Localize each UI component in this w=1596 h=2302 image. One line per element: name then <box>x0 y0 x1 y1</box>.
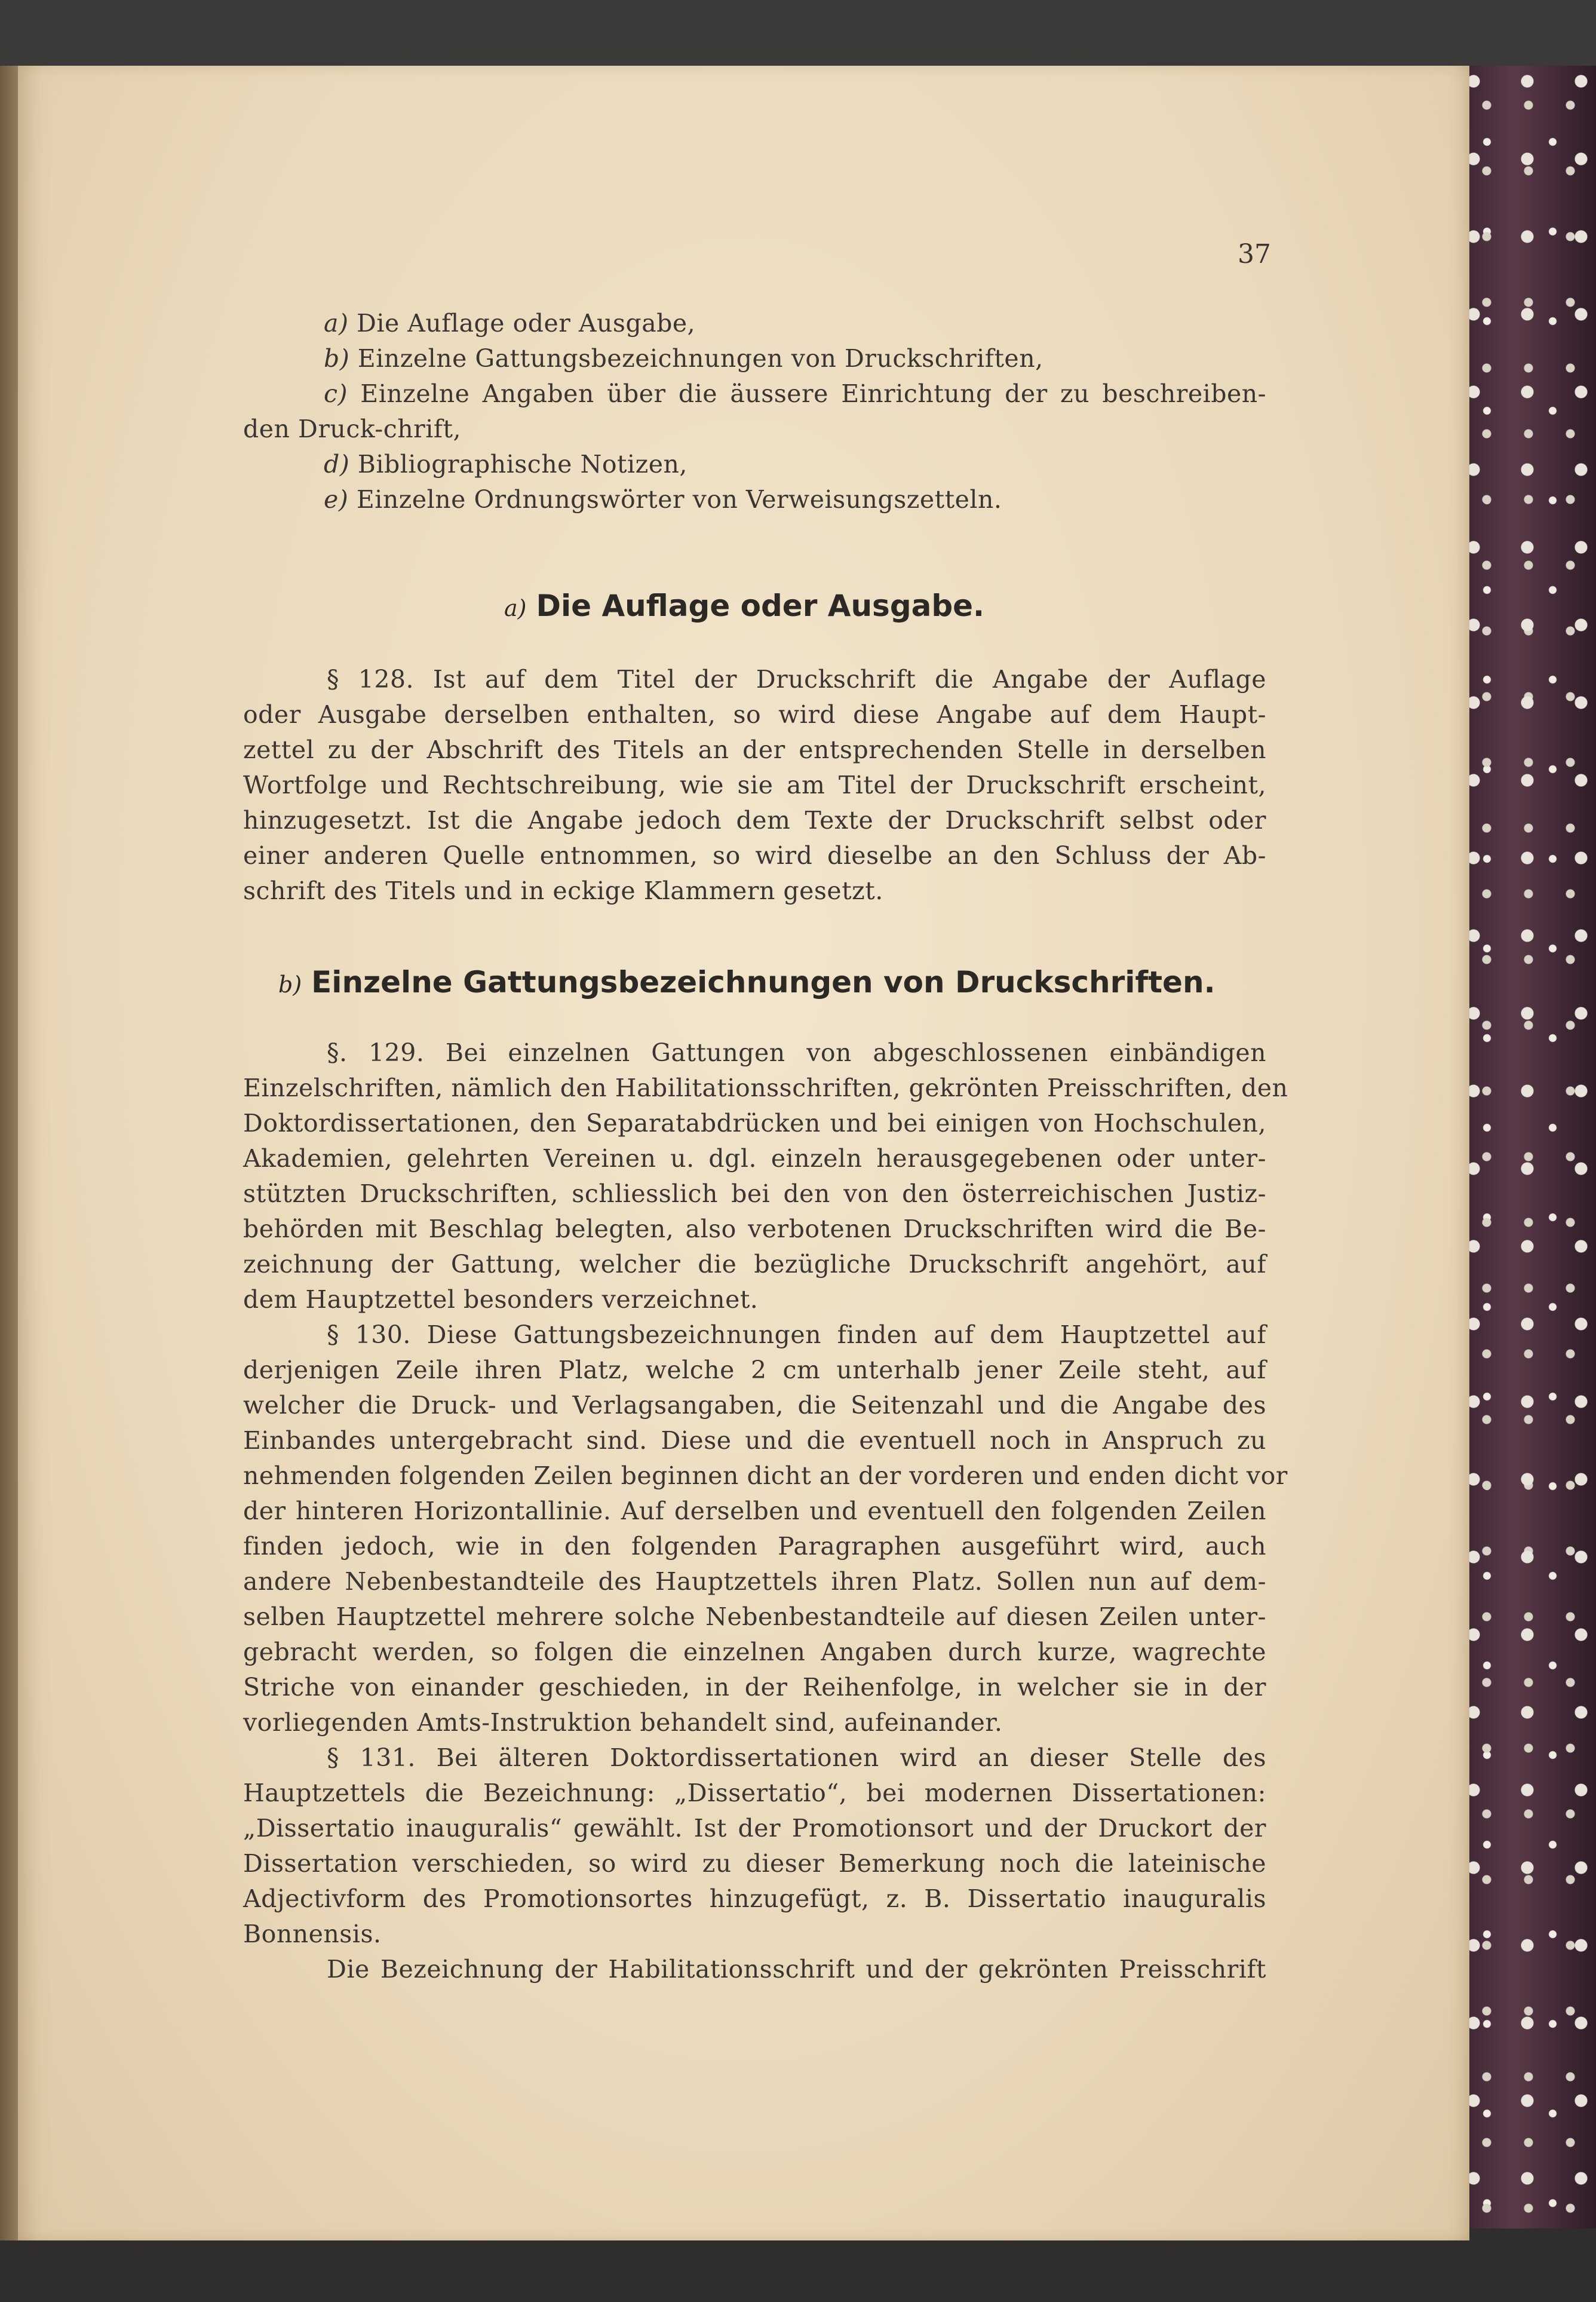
list-item-continuation: den Druck-chrift, <box>243 415 462 443</box>
text-line: behörden mit Beschlag belegten, also verbotenen Druckschriften wird die Be- <box>243 1215 1266 1243</box>
text-line: Die Bezeichnung der Habilitationsschrift und der gekrönten Preisschrift <box>327 1955 1266 1984</box>
contents-list <box>243 306 1266 517</box>
text-line: hinzugesetzt. Ist die Angabe jedoch dem Texte der Druckschrift selbst oder <box>243 806 1266 835</box>
text-line: oder Ausgabe derselben enthalten, so wird diese Angabe auf dem Haupt- <box>243 700 1266 729</box>
list-item: d) Bibliographische Notizen, <box>324 450 687 479</box>
text-line: §. 129. Bei einzelnen Gattungen von abgeschlossenen einbändigen <box>327 1038 1266 1067</box>
text-line: Einbandes untergebracht sind. Diese und die eventuell noch in Anspruch zu <box>243 1426 1266 1455</box>
text-line: Hauptzettels die Bezeichnung: „Dissertatio“, bei modernen Dissertationen: <box>243 1779 1266 1807</box>
text-line: zettel zu der Abschrift des Titels an der entsprechenden Stelle in derselben <box>243 735 1266 764</box>
section-heading-a: a) Die Auflage oder Ausgabe. <box>504 588 985 623</box>
text-line: Adjectivform des Promotionsortes hinzugefügt, z. B. Dissertatio inauguralis <box>243 1884 1266 1913</box>
text-line: welcher die Druck- und Verlagsangaben, die Seitenzahl und die Angabe des <box>243 1391 1266 1420</box>
book-cover-edge <box>1457 66 1596 2276</box>
section-heading-b: b) Einzelne Gattungsbezeichnungen von Druckschriften. <box>278 965 1216 1000</box>
text-line: einer anderen Quelle entnommen, so wird dieselbe an den Schluss der Ab- <box>243 841 1266 870</box>
section-b-body <box>243 1035 1288 1987</box>
text-line: zeichnung der Gattung, welcher die bezügliche Druckschrift angehört, auf <box>243 1250 1266 1279</box>
list-item: a) Die Auflage oder Ausgabe, <box>324 309 696 338</box>
text-line: andere Nebenbestandteile des Hauptzettels ihren Platz. Sollen nun auf dem- <box>243 1567 1266 1596</box>
text-line: „Dissertatio inauguralis“ gewählt. Ist der Promotionsort und der Druckort der <box>243 1814 1266 1843</box>
text-line: gebracht werden, so folgen die einzelnen Angaben durch kurze, wagrechte <box>243 1638 1266 1666</box>
text-line: stützten Druckschriften, schliesslich bei den von den österreichischen Justiz- <box>243 1179 1266 1208</box>
text-line: schrift des Titels und in eckige Klammern gesetzt. <box>243 876 883 905</box>
list-item: b) Einzelne Gattungsbezeichnungen von Druckschriften, <box>324 344 1043 373</box>
text-line: § 131. Bei älteren Doktordissertationen wird an dieser Stelle des <box>327 1743 1266 1772</box>
section-a-body <box>243 662 1266 909</box>
text-line: Wortfolge und Rechtschreibung, wie sie am Titel der Druckschrift erscheint, <box>243 771 1266 799</box>
text-line: dem Hauptzettel besonders verzeichnet. <box>243 1285 759 1314</box>
text-line: nehmenden folgenden Zeilen beginnen dicht an der vorderen und enden dicht vor <box>243 1461 1288 1490</box>
text-line: Dissertation verschieden, so wird zu dieser Bemerkung noch die lateinische <box>243 1849 1266 1878</box>
text-line: vorliegenden Amts-Instruktion behandelt sind, aufeinander. <box>243 1708 1003 1737</box>
text-line: finden jedoch, wie in den folgenden Paragraphen ausgeführt wird, auch <box>243 1532 1266 1561</box>
list-item: c) Einzelne Angaben über die äussere Einrichtung der zu beschreiben- <box>324 379 1266 408</box>
page-number: 37 <box>1238 239 1271 269</box>
text-line: Bonnensis. <box>243 1920 382 1948</box>
text-line: selben Hauptzettel mehrere solche Nebenbestandteile auf diesen Zeilen unter- <box>243 1602 1266 1631</box>
text-line: Einzelschriften, nämlich den Habilitationsschriften, gekrönten Preisschriften, den <box>243 1074 1288 1102</box>
text-line: derjenigen Zeile ihren Platz, welche 2 cm unterhalb jener Zeile steht, auf <box>243 1356 1266 1384</box>
text-line: § 128. Ist auf dem Titel der Druckschrift die Angabe der Auflage <box>327 665 1266 694</box>
text-line: der hinteren Horizontallinie. Auf derselben und eventuell den folgenden Zeilen <box>243 1497 1266 1525</box>
list-item: e) Einzelne Ordnungswörter von Verweisungszetteln. <box>324 485 1002 514</box>
text-line: Striche von einander geschieden, in der Reihenfolge, in welcher sie in der <box>243 1673 1266 1702</box>
text-line: Doktordissertationen, den Separatabdrücken und bei einigen von Hochschulen, <box>243 1109 1266 1138</box>
text-line: § 130. Diese Gattungsbezeichnungen finden auf dem Hauptzettel auf <box>327 1320 1266 1349</box>
text-line: Akademien, gelehrten Vereinen u. dgl. einzeln herausgegebenen oder unter- <box>243 1144 1266 1173</box>
